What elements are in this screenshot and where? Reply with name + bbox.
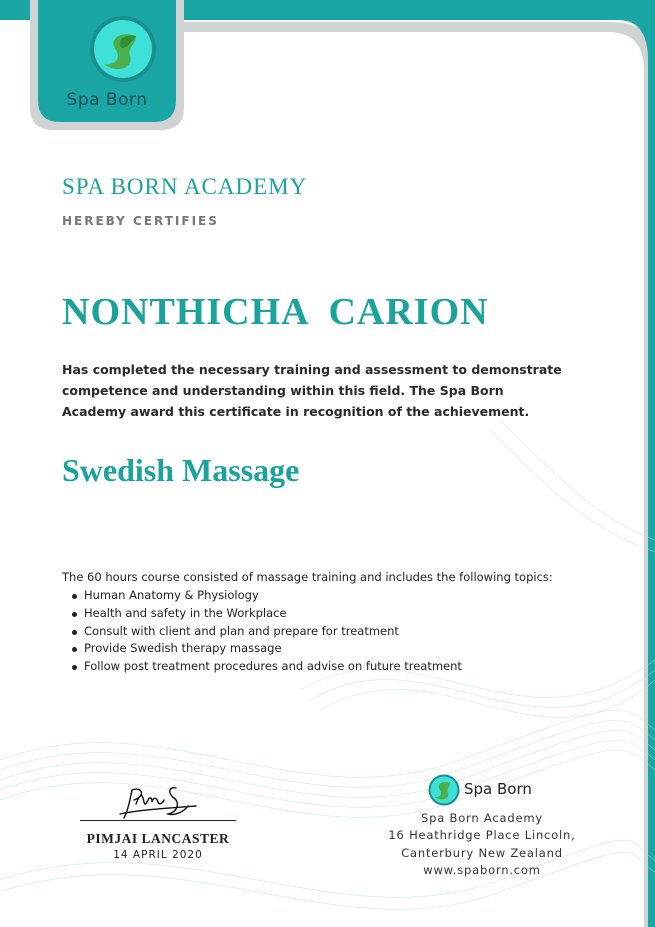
handwritten-signature: [118, 780, 198, 822]
signer-name: PIMJAI LANCASTER: [86, 831, 230, 846]
topics-intro: The 60 hours course consisted of massage training and includes the following topics:: [62, 570, 553, 584]
topic-item: Provide Swedish therapy massage: [62, 640, 462, 658]
topic-item: Follow post treatment procedures and advise on future treatment: [62, 658, 462, 676]
topic-item: Health and safety in the Workplace: [62, 605, 462, 623]
certifies-text: HEREBY CERTIFIES: [62, 214, 219, 228]
address-academy: Spa Born Academy: [421, 811, 543, 825]
recipient-name: NONTHICHA CARION: [62, 291, 489, 333]
certification-statement: Has completed the necessary training and assessment to demonstrate competence and understanding within this field. The Spa Born Academy award this certificate in recognition of the achievement.: [62, 362, 562, 419]
address-region: Canterbury New Zealand: [401, 846, 563, 860]
logo-badge: [30, 0, 184, 132]
topic-item: Consult with client and plan and prepare for treatment: [62, 623, 462, 641]
signature-date: 14 APRIL 2020: [113, 849, 203, 861]
badge-label: Spa Born: [66, 90, 148, 110]
leaf-s-icon: [428, 774, 460, 806]
footer-brand: Spa Born: [464, 780, 532, 798]
address-street: 16 Heathridge Place Lincoln,: [388, 828, 576, 842]
course-title: Swedish Massage: [62, 452, 300, 488]
website-link[interactable]: www.spaborn.com: [423, 863, 541, 877]
signature-line: [80, 820, 236, 821]
topic-item: Human Anatomy & Physiology: [62, 587, 462, 605]
academy-title: SPA BORN ACADEMY: [62, 174, 308, 199]
topics-list: [62, 587, 462, 676]
